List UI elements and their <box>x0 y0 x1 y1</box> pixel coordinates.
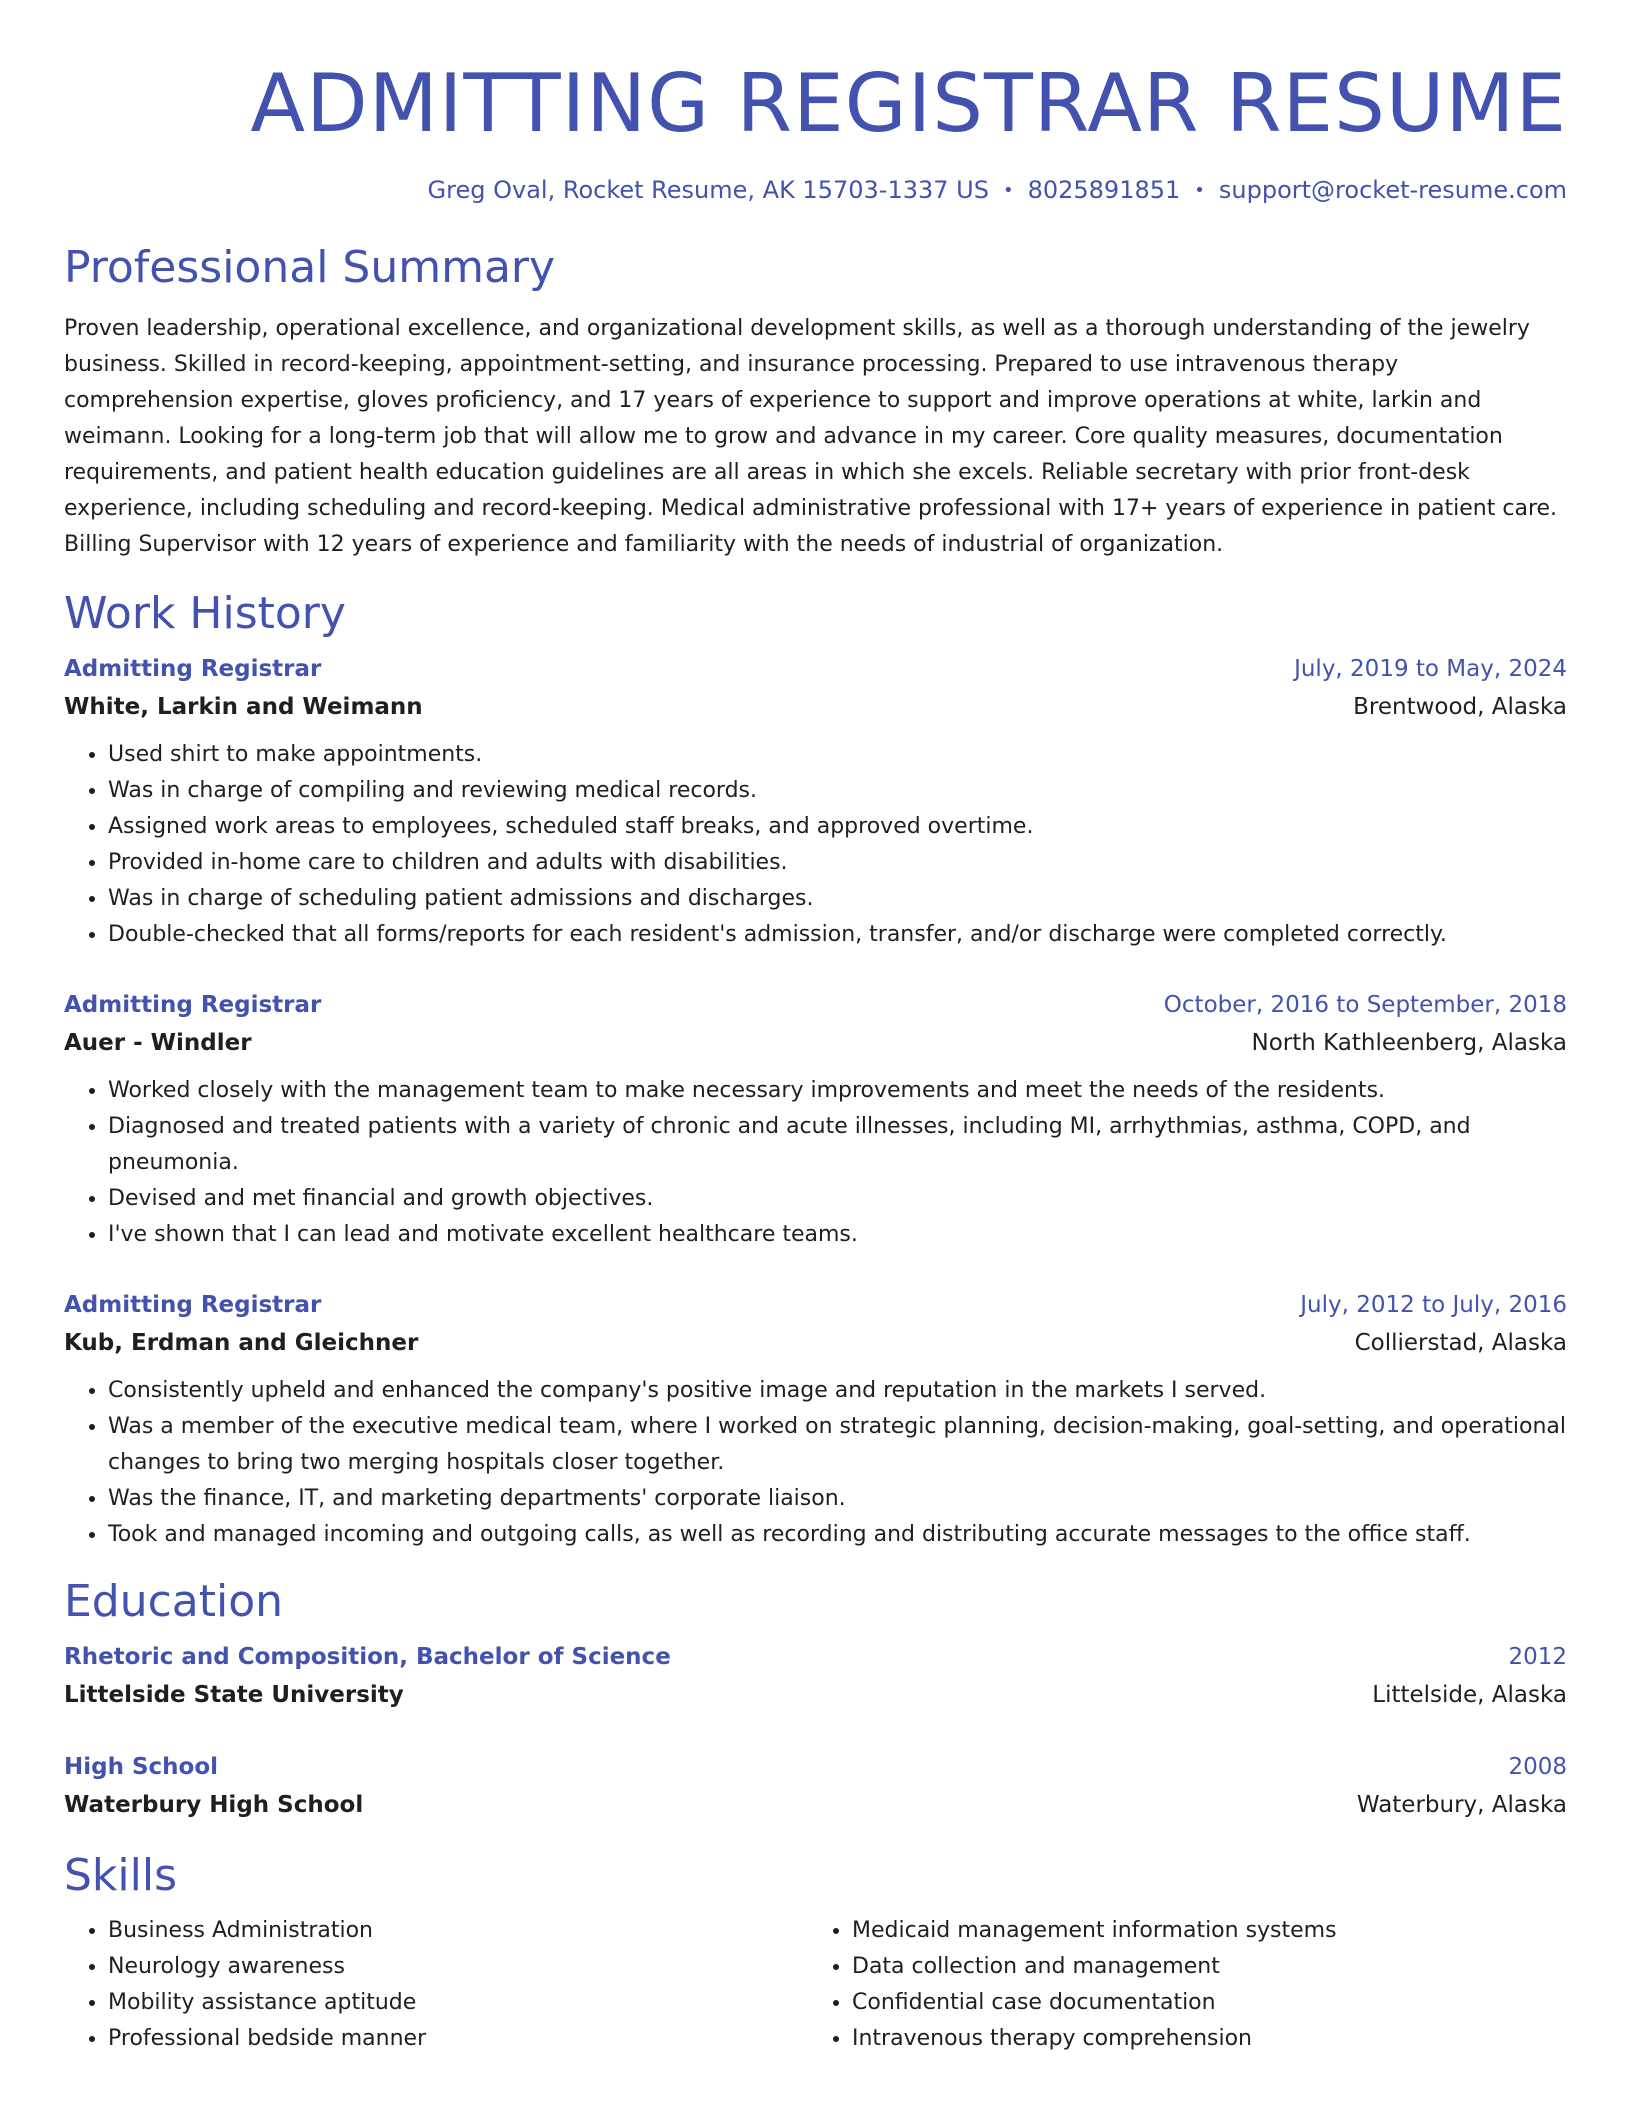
job-duties <box>64 737 1567 953</box>
education-degree: High School <box>64 1754 219 1780</box>
contact-separator: • <box>1194 180 1205 201</box>
job-duty: • Was in charge of compiling and reviewing medical records. <box>108 773 1567 809</box>
education-school-row <box>64 1675 1567 1715</box>
skill-item: • Intravenous therapy comprehension <box>852 2021 1552 2057</box>
job-location: Collierstad, Alaska <box>1354 1330 1567 1356</box>
job-duties <box>64 1073 1567 1253</box>
contact-separator: • <box>1002 180 1014 201</box>
resume-page <box>64 0 1567 2057</box>
job-duty: • Took and managed incoming and outgoing calls, as well as recording and distributing accurate messages to the office staff. <box>108 1517 1567 1553</box>
job-header <box>64 1287 1567 1323</box>
skills-list-left <box>64 1913 808 2057</box>
job-duty: • Was the finance, IT, and marketing departments' corporate liaison. <box>108 1481 1567 1517</box>
job-duty: • Devised and met financial and growth objectives. <box>108 1181 1567 1217</box>
job-duty: • Was a member of the executive medical team, where I worked on strategic planning, decision-making, goal-setting, and operational changes to bring two merging hospitals closer together. <box>108 1409 1567 1481</box>
job-entry <box>64 987 1567 1253</box>
job-entry <box>64 1287 1567 1553</box>
job-location: Brentwood, Alaska <box>1353 694 1567 720</box>
summary-text: Proven leadership, operational excellence, and organizational development skills, as well as a thorough understanding of the jewelry business. Skilled in record-keeping, appointment-setting, and insurance processing. Prepared to use intravenous therapy comprehension expertise, gloves proficiency, and 17 years of experience to support and improve operations at white, larkin and weimann. Looking for a long-term job that will allow me to grow and advance in my career. Core quality measures, documentation requirements, and patient health education guidelines are all areas in which she excels. Reliable secretary with prior front-desk experience, including scheduling and record-keeping. Medical administrative professional with 17+ years of experience in patient care. Billing Supervisor with 12 years of experience and familiarity with the needs of industrial of organization. <box>64 316 1558 557</box>
skills-list-right <box>808 1913 1552 2057</box>
resume-title: ADMITTING REGISTRAR RESUME <box>250 57 1567 150</box>
job-employer-row <box>64 1323 1567 1363</box>
skill-item: • Confidential case documentation <box>852 1985 1552 2021</box>
work-history-heading: Work History <box>64 588 346 639</box>
job-location: North Kathleenberg, Alaska <box>1251 1030 1567 1056</box>
skill-item: • Professional bedside manner <box>108 2021 808 2057</box>
job-role: Admitting Registrar <box>64 656 322 682</box>
job-dates: July, 2019 to May, 2024 <box>1294 656 1567 682</box>
job-company: Kub, Erdman and Gleichner <box>64 1330 419 1356</box>
education-entry <box>64 1639 1567 1715</box>
job-role: Admitting Registrar <box>64 1292 322 1318</box>
job-role: Admitting Registrar <box>64 992 322 1018</box>
contact-line <box>64 174 1567 207</box>
job-duty: • Was in charge of scheduling patient admissions and discharges. <box>108 881 1567 917</box>
contact-phone: 8025891851 <box>1027 176 1181 204</box>
skill-item: • Neurology awareness <box>108 1949 808 1985</box>
job-header <box>64 987 1567 1023</box>
education-school: Waterbury High School <box>64 1792 364 1818</box>
job-duty: • Assigned work areas to employees, scheduled staff breaks, and approved overtime. <box>108 809 1567 845</box>
job-duty: • Double-checked that all forms/reports for each resident's admission, transfer, and/or discharge were completed correctly. <box>108 917 1567 953</box>
education-entry <box>64 1749 1567 1825</box>
contact-email: support@rocket-resume.com <box>1218 176 1567 204</box>
job-duty: • Provided in-home care to children and adults with disabilities. <box>108 845 1567 881</box>
job-header <box>64 651 1567 687</box>
job-duties <box>64 1373 1567 1553</box>
job-duty: • Diagnosed and treated patients with a variety of chronic and acute illnesses, including MI, arrhythmias, asthma, COPD, and pneumonia. <box>108 1109 1567 1181</box>
contact-address: Greg Oval, Rocket Resume, AK 15703-1337 US <box>427 176 989 204</box>
education-degree: Rhetoric and Composition, Bachelor of Science <box>64 1644 671 1670</box>
education-header <box>64 1639 1567 1675</box>
job-dates: October, 2016 to September, 2018 <box>1163 992 1567 1018</box>
job-employer-row <box>64 687 1567 727</box>
skills-columns <box>64 1913 1567 2057</box>
skill-item: • Mobility assistance aptitude <box>108 1985 808 2021</box>
education-year: 2008 <box>1508 1754 1567 1780</box>
education-school: Littelside State University <box>64 1682 404 1708</box>
education-header <box>64 1749 1567 1785</box>
skill-item: • Data collection and management <box>852 1949 1552 1985</box>
job-company: White, Larkin and Weimann <box>64 694 423 720</box>
job-entry <box>64 651 1567 953</box>
job-company: Auer - Windler <box>64 1030 252 1056</box>
education-year: 2012 <box>1508 1644 1567 1670</box>
education-school-row <box>64 1785 1567 1825</box>
job-duty: • I've shown that I can lead and motivate excellent healthcare teams. <box>108 1217 1567 1253</box>
skill-item: • Business Administration <box>108 1913 808 1949</box>
job-dates: July, 2012 to July, 2016 <box>1300 1292 1567 1318</box>
job-duty: • Consistently upheld and enhanced the company's positive image and reputation in the markets I served. <box>108 1373 1567 1409</box>
education-location: Waterbury, Alaska <box>1356 1792 1567 1818</box>
job-duty: • Worked closely with the management team to make necessary improvements and meet the needs of the residents. <box>108 1073 1567 1109</box>
skills-heading: Skills <box>64 1850 178 1901</box>
job-employer-row <box>64 1023 1567 1063</box>
summary-heading: Professional Summary <box>64 242 556 293</box>
education-location: Littelside, Alaska <box>1372 1682 1567 1708</box>
education-heading: Education <box>64 1576 284 1627</box>
job-duty: • Used shirt to make appointments. <box>108 737 1567 773</box>
skill-item: • Medicaid management information systems <box>852 1913 1552 1949</box>
